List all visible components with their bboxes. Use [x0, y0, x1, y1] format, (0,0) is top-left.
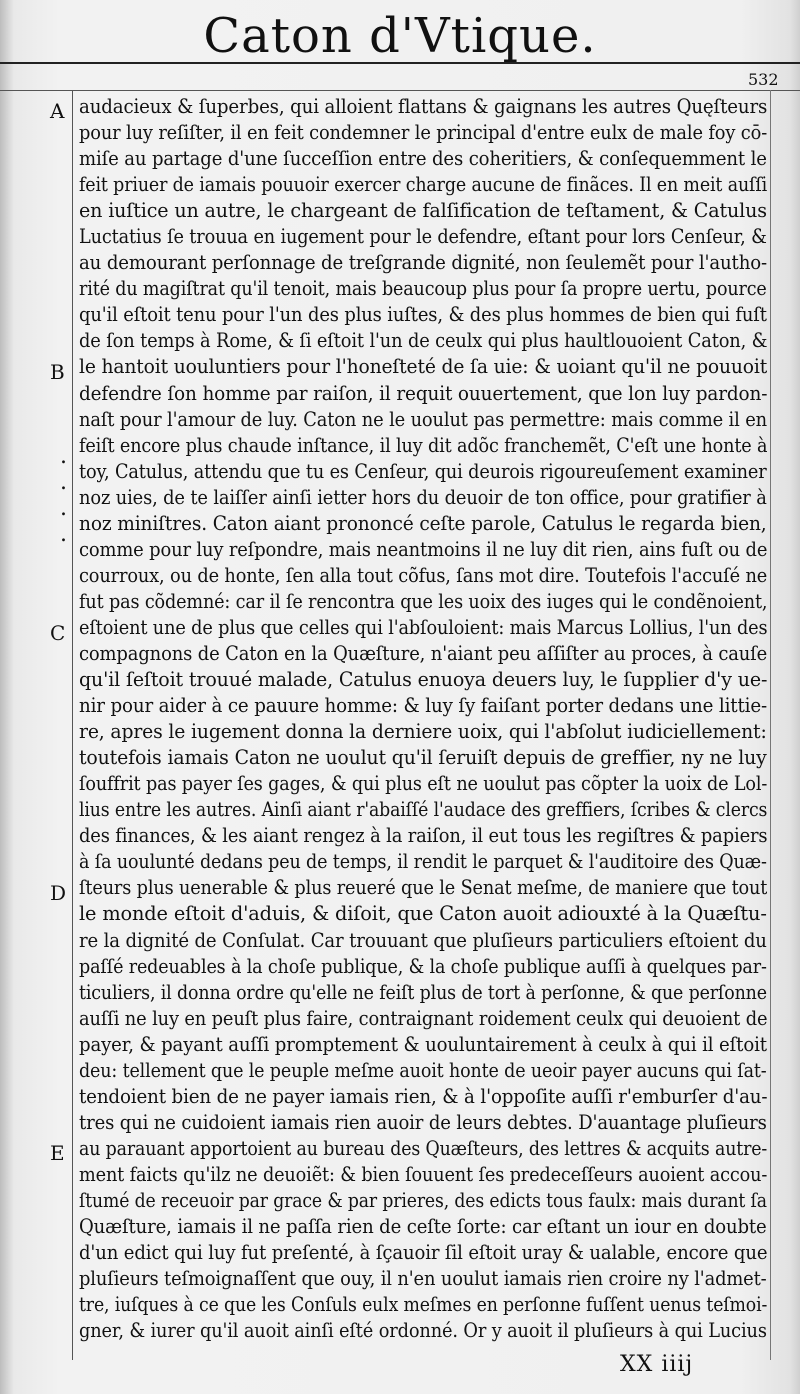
text-line: en iuſtice un autre, le chargeant de falſification de teſtament, & Catulus — [79, 199, 767, 223]
running-head: Caton d'Vtique. — [203, 8, 597, 64]
margin-mark: . — [60, 444, 67, 469]
margin-letter-d: D — [50, 881, 67, 905]
text-line: pour luy reſiſter, il en feit condemner le principal d'entre eulx de male foy cō- — [79, 121, 767, 145]
text-line: courroux, ou de honte, ſen alla tout cõfus, ſans mot dire. Toutefois l'accuſé ne — [79, 563, 767, 587]
text-line: noz uies, de te laiſſer ainſi ietter hors du deuoir de ton office, pour gratifier à — [79, 485, 767, 509]
right-frame-rule — [770, 90, 771, 1360]
folio-number: 532 — [748, 70, 779, 89]
text-line: ſteurs plus uenerable & plus reueré que le Senat meſme, de maniere que tout — [79, 876, 767, 900]
catchword: XX iiij — [620, 1352, 694, 1377]
text-line: tendoient bien de ne payer iamais rien, & à l'oppoſite auſſi r'emburſer d'au- — [79, 1084, 767, 1108]
text-line: d'un edict qui luy fut preſenté, à ſçauoir ſil eſtoit uray & ualable, encore que — [79, 1241, 767, 1265]
text-line: le monde eſtoit d'aduis, & diſoit, que Caton auoit adiouxté à la Quæſtu- — [79, 902, 767, 926]
text-line: Luctatius ſe trouua en iugement pour le defendre, eſtant pour lors Cenſeur, & — [79, 225, 767, 249]
text-line: auſſi ne luy en peuſt plus faire, contraignant roidement ceulx qui deuoient de — [79, 1006, 767, 1030]
text-line: re la dignité de Conſulat. Car trouuant que pluſieurs particuliers eſtoient du — [79, 928, 767, 952]
text-line: re, apres le iugement donna la derniere uoix, qui l'abſolut iudiciellement: — [79, 720, 767, 744]
text-line: ſtumé de receuoir par grace & par prieres, des edicts tous faulx: mais durant ſa — [79, 1188, 767, 1212]
margin-letter-e: E — [50, 1141, 65, 1165]
text-line: toy, Catulus, attendu que tu es Cenſeur, qui deurois rigoureuſement examiner — [79, 459, 767, 483]
text-line: tres qui ne cuidoient iamais rien auoir de leurs debtes. D'auantage pluſieurs — [79, 1110, 767, 1134]
text-line: au parauant apportoient au bureau des Quæſteurs, des lettres & acquits autre- — [79, 1136, 767, 1160]
text-line: deu: tellement que le peuple meſme auoit honte de ueoir payer aucuns qui ſat- — [79, 1058, 767, 1082]
text-line: pluſieurs teſmoignaſſent que ouy, il n'en uoulut iamais rien croire ny l'admet- — [79, 1267, 767, 1291]
margin-mark: . — [60, 522, 67, 547]
left-frame-rule — [72, 90, 73, 1360]
body-text — [79, 94, 769, 1344]
margin-mark: . — [60, 470, 67, 495]
text-line: ment faicts qu'ilz ne deuoiẽt: & bien ſouuent ſes predeceſſeurs auoient accou- — [79, 1162, 767, 1186]
text-line: audacieux & ſuperbes, qui alloient flattans & gaignans les autres Quęſteurs — [79, 95, 767, 118]
text-line: Quæſture, iamais il ne paſſa rien de ceſte ſorte: car eſtant un iour en doubte — [79, 1215, 767, 1239]
text-line: lius entre les autres. Ainſi aiant r'abaiſſé l'audace des greffiers, ſcribes & clercs — [79, 798, 767, 822]
text-line: naſt pour l'amour de luy. Caton ne le uoulut pas permettre: mais comme il en — [79, 407, 767, 431]
margin-mark: . — [60, 496, 67, 521]
text-line: rité du magiſtrat qu'il tenoit, mais beaucoup plus pour ſa propre uertu, pource — [79, 277, 767, 301]
text-line: le hantoit uouluntiers pour l'honeſteté de ſa uie: & uoiant qu'il ne pouuoit — [79, 355, 767, 379]
text-line: compagnons de Caton en la Quæſture, n'aiant peu aſſiſter au proces, à cauſe — [79, 641, 767, 665]
text-line: defendre ſon homme par raiſon, il requit ouuertement, que lon luy pardon- — [79, 381, 767, 405]
text-line: gner, & iurer qu'il auoit ainſi eſté ordonné. Or y auoit il pluſieurs à qui Lucius — [79, 1319, 767, 1343]
text-line: noz miniſtres. Caton aiant prononcé ceſte parole, Catulus le regarda bien, — [79, 511, 767, 535]
text-line: feiſt encore plus chaude inſtance, il luy dit adõc franchemẽt, C'eſt une honte à — [79, 433, 767, 457]
text-line: fut pas cõdemné: car il ſe rencontra que les uoix des iuges qui le condẽnoient, — [79, 589, 767, 613]
text-line: ticuliers, il donna ordre qu'elle ne feiſt plus de tort à perſonne, & que perſonne — [79, 980, 767, 1004]
text-line: paſſé redeuables à la choſe publique, & la choſe publique auſſi à quelques par- — [79, 954, 767, 978]
text-line: nir pour aider à ce pauure homme: & luy ſy faiſant porter dedans une littie- — [79, 694, 767, 718]
text-line: de ſon temps à Rome, & ſi eſtoit l'un de ceulx qui plus haultlouoient Caton, & — [79, 329, 767, 353]
text-line: feit priuer de iamais pouuoir exercer charge aucune de finãces. Il en meit auſſi — [79, 173, 767, 197]
text-line: eſtoient une de plus que celles qui l'abſouloient: mais Marcus Lollius, l'un des — [79, 615, 767, 639]
text-line: payer, & payant auſſi promptement & uouluntairement à ceulx à qui il eſtoit — [79, 1032, 767, 1056]
header-rule-lower — [0, 90, 800, 91]
text-line: comme pour luy reſpondre, mais neantmoins il ne luy dit rien, ains fuſt ou de — [79, 537, 767, 561]
text-line: au demourant perſonnage de treſgrande dignité, non ſeulemẽt pour l'autho- — [79, 251, 767, 275]
margin-letter-b: B — [50, 360, 65, 384]
text-line: toutefois iamais Caton ne uoulut qu'il ſeruiſt depuis de greffier, ny ne luy — [79, 746, 767, 770]
text-line: qu'il ſeſtoit trouué malade, Catulus enuoya deuers luy, le ſupplier d'y ue- — [79, 668, 767, 692]
text-line: à ſa uoulunté dedans peu de temps, il rendit le parquet & l'auditoire des Quæ- — [79, 850, 767, 874]
text-line: miſe au partage d'une ſucceſſion entre des coheritiers, & conſequemment le — [79, 147, 767, 171]
margin-letter-a: A — [50, 99, 65, 123]
text-line: ſouffrit pas payer ſes gages, & qui plus eſt ne uoulut pas cõpter la uoix de Lol- — [79, 772, 767, 796]
text-line: qu'il eſtoit tenu pour l'un des plus iuſtes, & des plus hommes de bien qui fuſt — [79, 303, 767, 327]
text-line: des finances, & les aiant rengez à la raiſon, il eut tous les regiſtres & papiers — [79, 824, 767, 848]
text-line: tre, iuſques à ce que les Conſuls eulx meſmes en perſonne fuſſent uenus teſmoi- — [79, 1293, 767, 1317]
margin-letter-c: C — [50, 621, 66, 645]
